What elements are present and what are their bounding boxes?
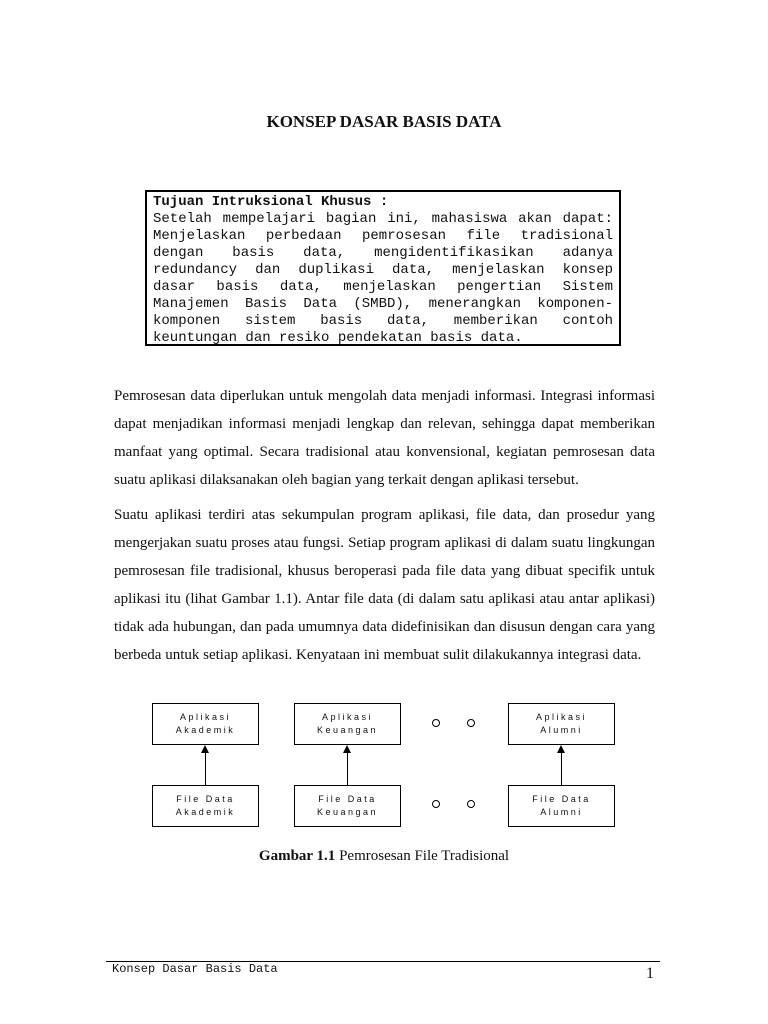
arrow-head bbox=[201, 745, 209, 753]
figure-caption-text: Pemrosesan File Tradisional bbox=[335, 848, 510, 864]
file-box-label: File Data bbox=[176, 794, 235, 804]
ellipsis-circle bbox=[467, 719, 475, 727]
page-title: KONSEP DASAR BASIS DATA bbox=[266, 112, 502, 131]
file-box-label: File Data bbox=[318, 794, 377, 804]
figure-caption bbox=[0, 848, 768, 865]
file-box-label: Akademik bbox=[175, 807, 236, 817]
page-number: 1 bbox=[646, 965, 654, 982]
app-box-akademik bbox=[152, 703, 259, 745]
footer-title: Konsep Dasar Basis Data bbox=[112, 962, 278, 976]
file-box-label: File Data bbox=[532, 794, 591, 804]
arrow-head bbox=[343, 745, 351, 753]
file-box-alumni bbox=[508, 785, 615, 827]
file-box-keuangan bbox=[294, 785, 401, 827]
arrow-line bbox=[205, 752, 206, 785]
arrow-head bbox=[557, 745, 565, 753]
app-box-label: Aplikasi bbox=[321, 712, 373, 722]
file-box-label: Keuangan bbox=[316, 807, 379, 817]
app-box-label: Akademik bbox=[175, 725, 236, 735]
paragraph-1: Pemrosesan data diperlukan untuk mengolah data menjadi informasi. Integrasi informasi dapat menjadikan informasi menjadi lengkap dan relevan, sehingga dapat memberikan manfaat yang optimal. Secara tradisional atau konvensional, kegiatan pemrosesan data suatu aplikasi dilaksanakan oleh bagian yang terkait dengan aplikasi tersebut. bbox=[114, 388, 655, 488]
app-box-label: Aplikasi bbox=[535, 712, 587, 722]
learning-objectives-box bbox=[145, 190, 621, 346]
ellipsis-circle bbox=[432, 800, 440, 808]
file-box-label: Alumni bbox=[540, 807, 583, 817]
ellipsis-circle bbox=[467, 800, 475, 808]
app-box-label: Keuangan bbox=[316, 725, 379, 735]
objectives-heading: Tujuan Intruksional Khusus : bbox=[153, 194, 389, 210]
ellipsis-circle bbox=[432, 719, 440, 727]
figure-caption-label: Gambar 1.1 bbox=[258, 848, 336, 864]
app-box-alumni bbox=[508, 703, 615, 745]
objectives-text: Setelah mempelajari bagian ini, mahasiswa akan dapat: Menjelaskan perbedaan pemrosesan file tradisional dengan basis data, mengidentifikasikan adanya redundancy dan duplikasi data, menjelaskan konsep dasar basis data, menjelaskan pengertian Sistem Manajemen Basis Data (SMBD), menerangkan komponen-komponen sistem basis data, memberikan contoh keuntungan dan resiko pendekatan basis data. bbox=[153, 211, 613, 346]
app-box-keuangan bbox=[294, 703, 401, 745]
arrow-line bbox=[561, 752, 562, 785]
arrow-line bbox=[347, 752, 348, 785]
paragraph-2: Suatu aplikasi terdiri atas sekumpulan program aplikasi, file data, dan prosedur yang mengerjakan suatu proses atau fungsi. Setiap program aplikasi di dalam suatu lingkungan pemrosesan file tradisional, khusus beroperasi pada file data yang dibuat specifik untuk aplikasi itu (lihat Gambar 1.1). Antar file data (di dalam satu aplikasi atau antar aplikasi) tidak ada hubungan, dan pada umumnya data didefinisikan dan disusun dengan cara yang berbeda untuk setiap aplikasi. Kenyataan ini membuat sulit dilakukannya integrasi data. bbox=[114, 507, 655, 663]
app-box-label: Aplikasi bbox=[179, 712, 231, 722]
file-box-akademik bbox=[152, 785, 259, 827]
app-box-label: Alumni bbox=[540, 725, 583, 735]
